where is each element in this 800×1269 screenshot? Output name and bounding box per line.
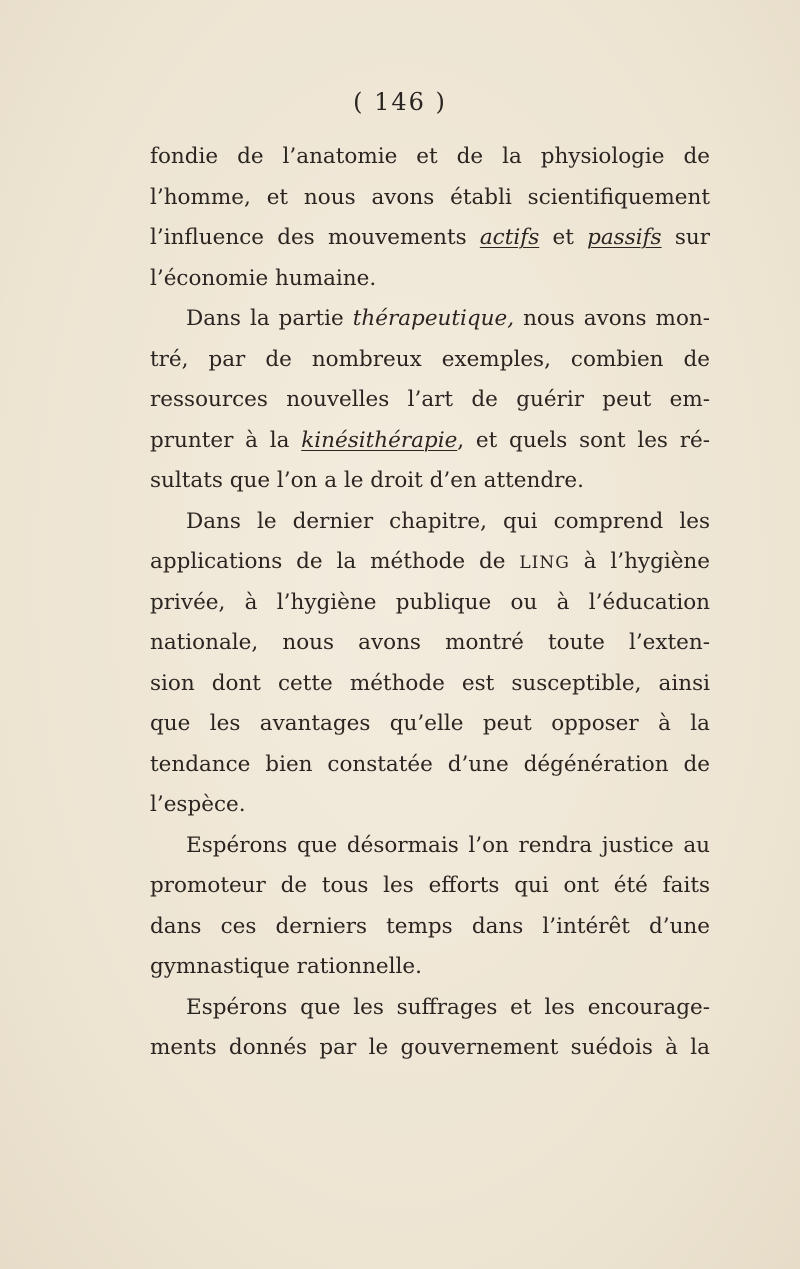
text-line: nationale, nous avons montré toute l’exten- bbox=[150, 630, 710, 655]
italic-term: thérapeutique, bbox=[352, 306, 515, 331]
italic-term: actifs bbox=[479, 225, 540, 250]
small-caps-name: LING bbox=[519, 553, 570, 573]
text-line: sion dont cette méthode est susceptible, ainsi bbox=[150, 670, 710, 696]
page-number: ( 146 ) bbox=[353, 88, 447, 116]
text-line: fondie de l’anatomie et de la physiologie de bbox=[150, 144, 710, 169]
italic-term: passifs bbox=[587, 225, 662, 250]
text-line: promoteur de tous les efforts qui ont été faits bbox=[150, 873, 710, 898]
text-line: privée, à l’hygiène publique ou à l’éducation bbox=[150, 589, 710, 615]
text-line: Espérons que désormais l’on rendra justice au bbox=[186, 832, 710, 858]
text-line: l’espèce. bbox=[150, 792, 246, 817]
italic-term: kinésithérapie bbox=[301, 427, 458, 453]
body-text bbox=[150, 137, 710, 1069]
text-line: Dans le dernier chapitre, qui comprend les bbox=[186, 508, 710, 534]
text-line: l’économie humaine. bbox=[150, 265, 377, 291]
text-line: dans ces derniers temps dans l’intérêt d’une bbox=[150, 913, 710, 939]
text-line: tré, par de nombreux exemples, combien de bbox=[150, 346, 710, 372]
text-line: ments donnés par le gouvernement suédois à la bbox=[150, 1035, 710, 1060]
text-line: sultats que l’on a le droit d’en attendre. bbox=[150, 468, 584, 493]
text-line: tendance bien constatée d’une dégénération de bbox=[150, 751, 710, 777]
text-line: prunter à la kinésithérapie, et quels sont les ré- bbox=[150, 427, 710, 453]
text-line: l’influence des mouvements actifs et passifs sur bbox=[150, 225, 710, 250]
text-line: Dans la partie thérapeutique, nous avons mon- bbox=[186, 306, 710, 331]
text-line: que les avantages qu’elle peut opposer à la bbox=[150, 711, 710, 736]
text-line: Espérons que les suffrages et les encourage- bbox=[186, 994, 710, 1020]
text-line: l’homme, et nous avons établi scientifiquement bbox=[150, 184, 710, 210]
text-line: ressources nouvelles l’art de guérir peut em- bbox=[150, 387, 710, 412]
text-line: applications de la méthode de LING à l’hygiène bbox=[150, 549, 710, 574]
text-line: gymnastique rationnelle. bbox=[150, 954, 422, 979]
